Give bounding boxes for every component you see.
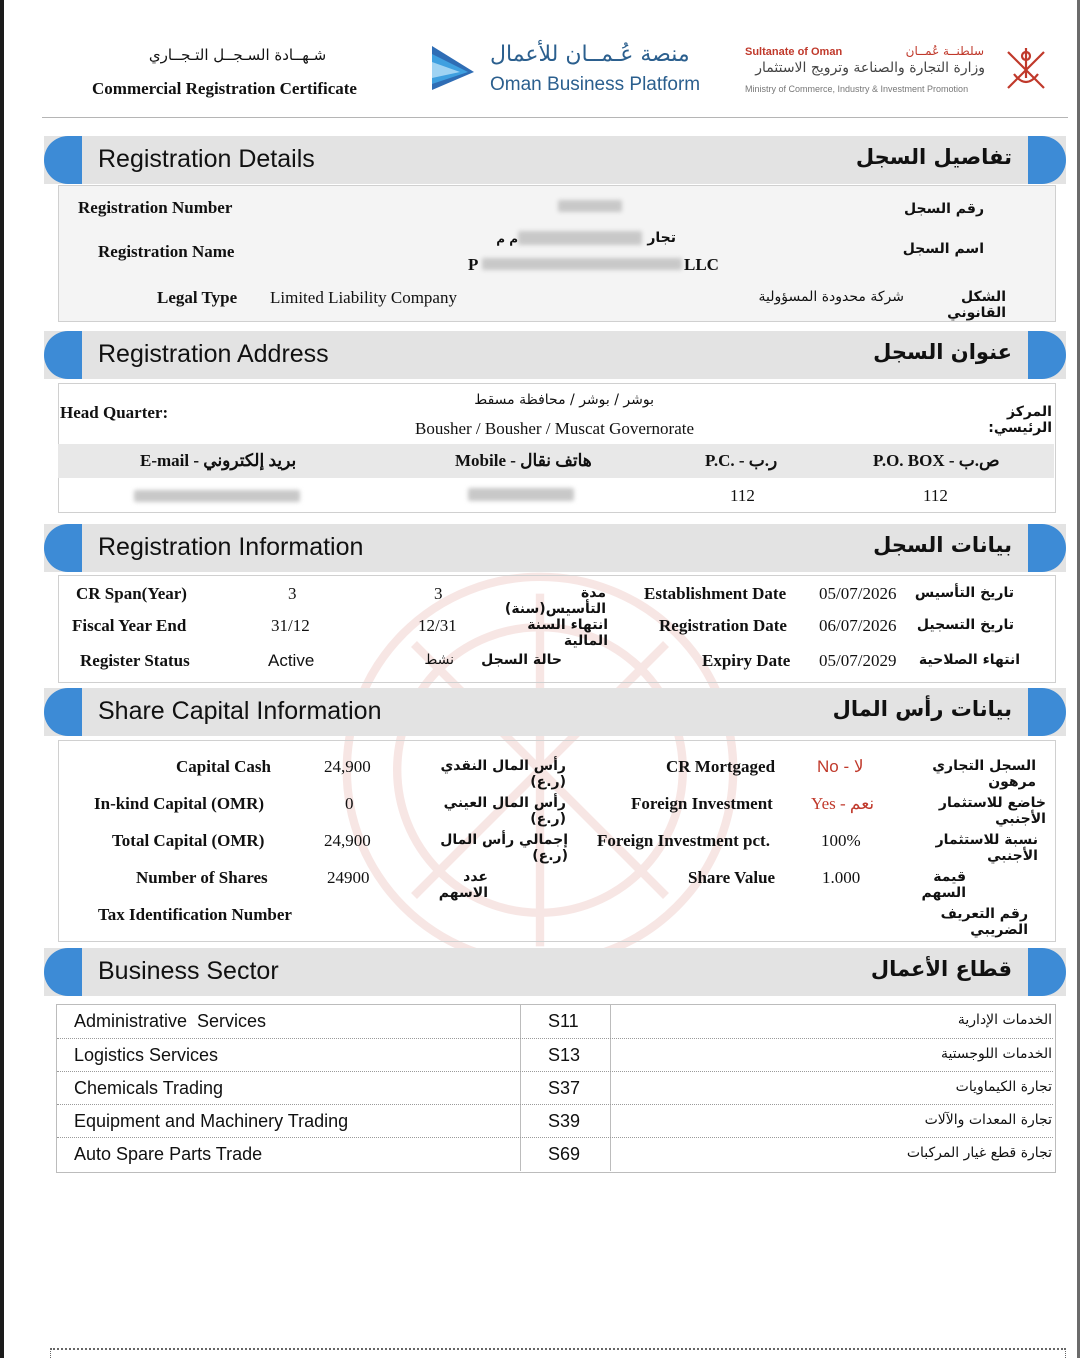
registration-name-ar-start: تجار [647, 230, 676, 246]
registration-address-banner [44, 331, 1066, 379]
ministry-en: Ministry of Commerce, Industry & Investment Promotion [745, 84, 969, 94]
cr-mortgaged-label: CR Mortgaged [666, 757, 776, 776]
capital-cash-label-ar: رأس المال النقدي (ر.ع) [440, 758, 566, 790]
mobile-value-redacted [468, 488, 574, 501]
establishment-date-label: Establishment Date [644, 584, 787, 603]
register-status-label-ar: حالة السجل [481, 652, 562, 668]
business-sector-banner [44, 948, 1066, 996]
registration-name-en-end: LLC [684, 255, 719, 274]
register-status-value-ar: نشط [424, 652, 454, 668]
sector-row-divider [57, 1137, 1053, 1138]
registration-name-ar-end: م م [496, 232, 518, 246]
page-bottom-border [50, 1348, 1066, 1358]
registration-name-en-start: P [468, 255, 479, 274]
sector-name-ar: الخدمات اللوجستية [940, 1046, 1052, 1062]
banner-cap-right [1028, 688, 1066, 736]
number-of-shares-label-ar: عدد الاسهم [438, 869, 488, 901]
po-box-label: P.O. BOX - ص.ب [873, 451, 1000, 470]
banner-cap-right [1028, 948, 1066, 996]
registration-name-label: Registration Name [98, 242, 235, 261]
head-quarter-label-ar: المركز الرئيسي: [988, 404, 1052, 436]
section-title-ar: بيانات رأس المال [832, 697, 1012, 721]
fiscal-year-end-value: 31/12 [271, 616, 310, 635]
head-quarter-value-en: Bousher / Bousher / Muscat Governorate [415, 419, 695, 438]
head-quarter-label: Head Quarter: [60, 403, 169, 422]
in-kind-capital-value: 0 [345, 794, 354, 813]
registration-date-label: Registration Date [659, 616, 787, 635]
cr-span-value-ar: 3 [434, 584, 443, 603]
total-capital-label: Total Capital (OMR) [112, 831, 265, 850]
registration-number-redacted [558, 200, 622, 212]
registration-name-en-redacted [482, 258, 682, 270]
registration-date-label-ar: تاريخ التسجيل [916, 617, 1014, 633]
section-title-en: Registration Details [98, 145, 315, 173]
section-title-en: Share Capital Information [98, 697, 382, 725]
foreign-investment-value: Yes - نعم [811, 794, 875, 813]
ministry-ar: وزارة التجارة والصناعة وترويج الاستثمار [755, 60, 985, 76]
legal-type-value-ar: شركة محدودة المسؤولية [758, 289, 904, 305]
scan-left-edge [0, 0, 4, 1358]
platform-name-ar: منصة عُـمــان للأعمال [490, 42, 690, 67]
registration-number-label: Registration Number [78, 198, 233, 217]
cr-span-label: CR Span(Year) [76, 584, 187, 603]
sector-name-en: Auto Spare Parts Trade [74, 1144, 263, 1164]
registration-name-label-ar: اسم السجل [902, 241, 984, 257]
cr-mortgaged-value: No - لا [817, 757, 864, 776]
sector-name-ar: تجارة الكيماويات [955, 1079, 1052, 1095]
section-title-en: Business Sector [98, 957, 279, 985]
fiscal-year-end-value-ar: 12/31 [418, 616, 457, 635]
capital-cash-value: 24,900 [324, 757, 371, 776]
section-title-ar: عنوان السجل [873, 340, 1012, 364]
banner-cap-left [44, 524, 82, 572]
tin-label-ar: رقم التعريف الضريبي [940, 906, 1028, 938]
legal-type-label-ar: الشكل القانوني [947, 289, 1006, 321]
section-title-ar: قطاع الأعمال [870, 957, 1012, 981]
sector-row-divider [57, 1104, 1053, 1105]
register-status-label: Register Status [80, 651, 190, 670]
section-title-ar: بيانات السجل [873, 533, 1012, 557]
platform-name-en: Oman Business Platform [490, 74, 701, 95]
section-title-ar: تفاصيل السجل [855, 145, 1012, 169]
section-title-en: Registration Information [98, 533, 364, 561]
sultanate-ar: سلطنــة عُمــان [905, 44, 984, 58]
certificate-title-en: Commercial Registration Certificate [92, 79, 357, 98]
share-value-value: 1.000 [822, 868, 861, 887]
registration-name-ar-redacted [518, 231, 642, 245]
banner-cap-right [1028, 524, 1066, 572]
foreign-investment-pct-label-ar: نسبة للاستثمار الأجنبي [935, 832, 1038, 864]
registration-details-banner [44, 136, 1066, 184]
sector-name-en: Equipment and Machinery Trading [74, 1111, 349, 1131]
foreign-investment-label: Foreign Investment [631, 794, 773, 813]
banner-cap-right [1028, 136, 1066, 184]
head-quarter-value-ar: بوشر / بوشر / محافظة مسقط [474, 392, 654, 408]
sector-code: S11 [548, 1011, 579, 1031]
sector-code: S69 [548, 1144, 581, 1164]
legal-type-label: Legal Type [157, 288, 238, 307]
registration-number-label-ar: رقم السجل [904, 201, 984, 217]
oman-business-platform-logo-icon [428, 42, 478, 94]
capital-cash-label: Capital Cash [176, 757, 271, 776]
sector-name-ar: الخدمات الإدارية [957, 1012, 1052, 1028]
sultanate-en: Sultanate of Oman [745, 46, 843, 58]
sector-name-en: Chemicals Trading [74, 1078, 224, 1098]
cr-span-label-ar: مدة التأسيس(سنة) [504, 585, 606, 617]
number-of-shares-label: Number of Shares [136, 868, 268, 887]
banner-cap-left [44, 136, 82, 184]
expiry-date-value: 05/07/2029 [819, 651, 897, 670]
tin-label: Tax Identification Number [98, 905, 292, 924]
email-value-redacted [134, 490, 300, 502]
sector-code: S39 [548, 1111, 581, 1131]
sector-name-ar: تجارة المعدات والآلات [924, 1112, 1052, 1128]
share-value-label: Share Value [688, 868, 776, 887]
sector-code: S13 [548, 1045, 581, 1065]
total-capital-value: 24,900 [324, 831, 371, 850]
register-status-value: Active [268, 651, 315, 670]
total-capital-label-ar: إجمالي رأس المال (ر.ع) [440, 832, 568, 864]
sector-row-divider [57, 1038, 1053, 1039]
banner-cap-left [44, 688, 82, 736]
sector-name-en: Logistics Services [74, 1045, 219, 1065]
foreign-investment-label-ar: خاضع للاستثمار الأجنبي [938, 795, 1046, 827]
banner-cap-left [44, 331, 82, 379]
email-label: E-mail - بريد إلكتروني [140, 451, 297, 470]
in-kind-capital-label: In-kind Capital (OMR) [94, 794, 265, 813]
registration-date-value: 06/07/2026 [819, 616, 897, 635]
cr-span-value: 3 [288, 584, 297, 603]
pc-value: 112 [730, 486, 755, 505]
sector-name-ar: تجارة قطع غيار المركبات [906, 1145, 1052, 1161]
number-of-shares-value: 24900 [327, 868, 370, 887]
banner-cap-left [44, 948, 82, 996]
po-box-value: 112 [923, 486, 948, 505]
share-capital-banner [44, 688, 1066, 736]
expiry-date-label-ar: انتهاء الصلاحية [918, 652, 1020, 668]
foreign-investment-pct-value: 100% [821, 831, 861, 850]
share-value-label-ar: قيمة السهم [921, 869, 966, 901]
fiscal-year-end-label: Fiscal Year End [72, 616, 187, 635]
registration-information-banner [44, 524, 1066, 572]
oman-emblem-icon [1000, 44, 1052, 96]
pc-label: P.C. - ر.ب [705, 451, 778, 470]
in-kind-capital-label-ar: رأس المال العيني (ر.ع) [443, 795, 566, 827]
establishment-date-label-ar: تاريخ التأسيس [914, 585, 1014, 601]
foreign-investment-pct-label: Foreign Investment pct. [597, 831, 770, 850]
sector-col-divider-1 [520, 1004, 521, 1171]
sector-name-en: Administrative Services [74, 1011, 267, 1031]
expiry-date-label: Expiry Date [702, 651, 791, 670]
legal-type-value-en: Limited Liability Company [270, 288, 457, 307]
sector-code: S37 [548, 1078, 581, 1098]
banner-cap-right [1028, 331, 1066, 379]
fiscal-year-end-label-ar: انتهاء السنة المالية [527, 617, 608, 649]
sector-col-divider-2 [610, 1004, 611, 1171]
section-title-en: Registration Address [98, 340, 329, 368]
cr-mortgaged-label-ar: السجل التجاري مرهون [932, 758, 1036, 790]
certificate-title-ar: شـهــادة السـجــل التـجــاري [148, 46, 327, 64]
header-divider [42, 117, 1068, 118]
mobile-label: Mobile - هاتف نقال [455, 451, 592, 470]
establishment-date-value: 05/07/2026 [819, 584, 897, 603]
sector-row-divider [57, 1071, 1053, 1072]
